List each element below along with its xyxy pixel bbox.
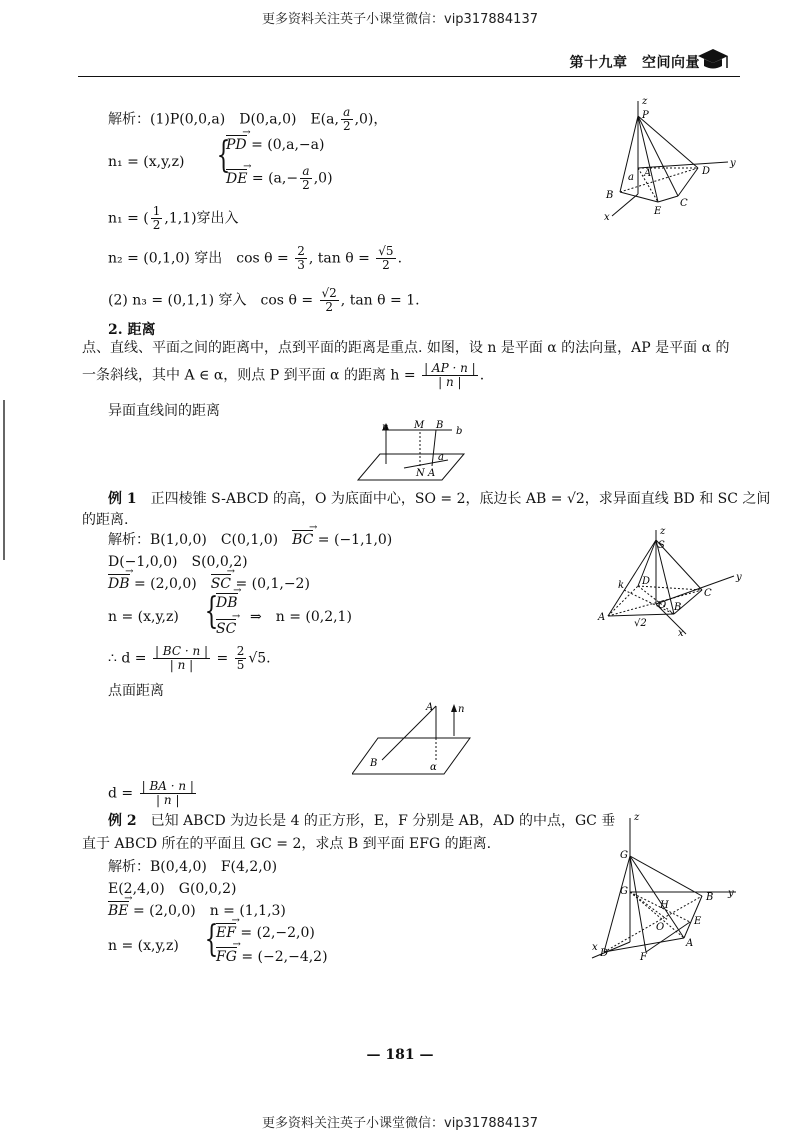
s1-brace: { [216, 135, 231, 176]
example1-brace: { [204, 591, 219, 632]
fig3-label: O [658, 600, 667, 611]
fig3-label: y [736, 572, 742, 583]
scan-margin-mark [3, 400, 5, 560]
distance-para-line1: 点、直线、平面之间的距离中，点到平面的距离是重点. 如图，设 n 是平面 α 的法向量，AP 是平面 α 的 [82, 340, 730, 356]
s1-n3: (2) n₃ = (0,1,1) 穿入 cos θ = $\frac{√2}{2}$ , tan θ = 1. [108, 286, 420, 314]
fig1-label: x [604, 212, 610, 223]
point-plane-formula: d = $\frac{| BA \cdot n |}{| n |}$ [108, 779, 194, 807]
fig4-label: A [426, 702, 434, 713]
fig4-label: α [430, 762, 437, 773]
example1-brace-sc: SC → [216, 620, 236, 638]
header-rule [78, 76, 740, 77]
graduation-cap-icon [696, 46, 730, 76]
fig2-label: b [456, 426, 463, 437]
fig5-label: O [656, 922, 665, 933]
section-distance-heading: 2. 距离 [108, 322, 156, 338]
fig5-label: B [706, 892, 714, 903]
s1-pd: PD → = (0,a,−a) [226, 136, 324, 154]
fig1-label: E [654, 206, 662, 217]
fig5-label: x [592, 942, 598, 953]
fig2-label: N [416, 468, 425, 479]
example2-sol-line2: E(2,4,0) G(0,0,2) [108, 881, 237, 897]
example2-n-lhs: n = (x,y,z) [108, 938, 179, 954]
s1-line1: 解析：(1)P(0,0,a) D(0,a,0) E(a, $\frac{a}{2}$ ,0)， [108, 105, 388, 133]
fig5-label: G [620, 850, 628, 861]
page-number: — 181 — [366, 1047, 434, 1063]
fig3-label: x [678, 628, 684, 638]
fig3-label: B [674, 602, 682, 613]
s1-n1-lhs: n₁ = (x,y,z) [108, 154, 185, 170]
example1-question-line2: 的距离. [82, 512, 129, 528]
s1-n2: n₂ = (0,1,0) 穿出 cos θ = $\frac{2}{3}$ , tan θ = $\frac{√5}{2}$ . [108, 244, 403, 272]
fig1-label: C [680, 198, 688, 209]
point-plane-title: 点面距离 [108, 683, 164, 699]
fig5-label: D [600, 948, 609, 959]
example1-sol-line2: D(−1,0,0) S(0,0,2) [108, 554, 248, 570]
fig3-label: k [618, 580, 625, 591]
fig1-label: D [702, 166, 711, 177]
fig1-label: B [606, 190, 614, 201]
fig5-label: z [634, 812, 640, 823]
example2-fg: FG → = (−2,−4,2) [216, 948, 328, 966]
fig5-label: y [728, 888, 734, 899]
distance-para-line2: 一条斜线，其中 A ∈ α，则点 P 到平面 α 的距离 h = $\frac{| AP \cdot n |}{| n |}$ . [82, 361, 485, 389]
example1-n-lhs: n = (x,y,z) [108, 609, 179, 625]
example2-brace: { [204, 919, 219, 960]
figure-pyramid-pdce [598, 96, 738, 230]
fig1-label: y [730, 158, 736, 169]
fig5-label: G [620, 886, 628, 897]
watermark-bottom: 更多资料关注英子小课堂微信：vip317884137 [262, 1116, 538, 1131]
skew-lines-title: 异面直线间的距离 [108, 403, 220, 419]
figure-pyramid-sabcd [594, 526, 744, 642]
example1-sol-line3: DB → = (2,0,0) SC → = (0,1,−2) [108, 575, 310, 593]
fig1-label: P [642, 110, 649, 121]
example2-question-line2: 直于 ABCD 所在的平面且 GC = 2，求点 B 到平面 EFG 的距离. [82, 836, 492, 852]
fig5-label: H [660, 900, 669, 911]
figure-skew-lines [352, 420, 482, 488]
fig2-label: B [436, 420, 444, 431]
fig1-label: a [628, 172, 634, 183]
example2-sol-line3: BE → = (2,0,0) n = (1,1,3) [108, 902, 286, 920]
fig3-label: S [658, 540, 665, 551]
example1-question-line1: 例 1 正四棱锥 S-ABCD 的高，O 为底面中心，SO = 2，底边长 AB = √2，求异面直线 BD 和 SC 之间 [108, 491, 771, 507]
s1-n1-result: n₁ = ( $\frac{1}{2}$ ,1,1)穿出入 [108, 204, 239, 232]
example2-ef: EF → = (2,−2,0) [216, 924, 315, 942]
fig3-label: A [598, 612, 606, 623]
fig2-label: a [438, 452, 444, 463]
figure-point-plane [352, 700, 476, 784]
fig1-label: z [642, 96, 648, 107]
fig3-label: z [660, 526, 666, 537]
fig2-label: A [428, 468, 436, 479]
fig5-label: F [640, 952, 647, 962]
fig4-label: B [370, 758, 378, 769]
fig5-label: E [694, 916, 702, 927]
fig4-label: n [458, 704, 465, 715]
fig1-label: A [644, 168, 652, 179]
example1-distance: ∴ d = $\frac{| BC \cdot n |}{| n |}$ = $\frac{2}{5}$ √5. [108, 644, 271, 672]
example1-n-result: ⇒ n = (0,2,1) [250, 609, 352, 625]
fig3-label: C [704, 588, 712, 599]
fig3-label: D [642, 576, 651, 587]
fig2-label: M [414, 420, 425, 431]
watermark-top: 更多资料关注英子小课堂微信：vip317884137 [262, 12, 538, 27]
chapter-title: 第十九章 空间向量 [569, 55, 700, 71]
example2-question-line1: 例 2 已知 ABCD 为边长是 4 的正方形，E，F 分别是 AB，AD 的中点，GC 垂 [108, 813, 616, 829]
example1-sol-line1: 解析：B(1,0,0) C(0,1,0) BC → = (−1,1,0) [108, 531, 392, 549]
fig3-label: √2 [634, 618, 647, 629]
s1-de: DE → = (a,− $\frac{a}{2}$ ,0) [226, 165, 333, 192]
example1-brace-db: DB → [216, 594, 238, 612]
example2-sol-line1: 解析：B(0,4,0) F(4,2,0) [108, 859, 278, 875]
fig5-label: A [686, 938, 694, 949]
fig2-label: n [382, 422, 389, 433]
figure-square-efg [590, 812, 740, 966]
